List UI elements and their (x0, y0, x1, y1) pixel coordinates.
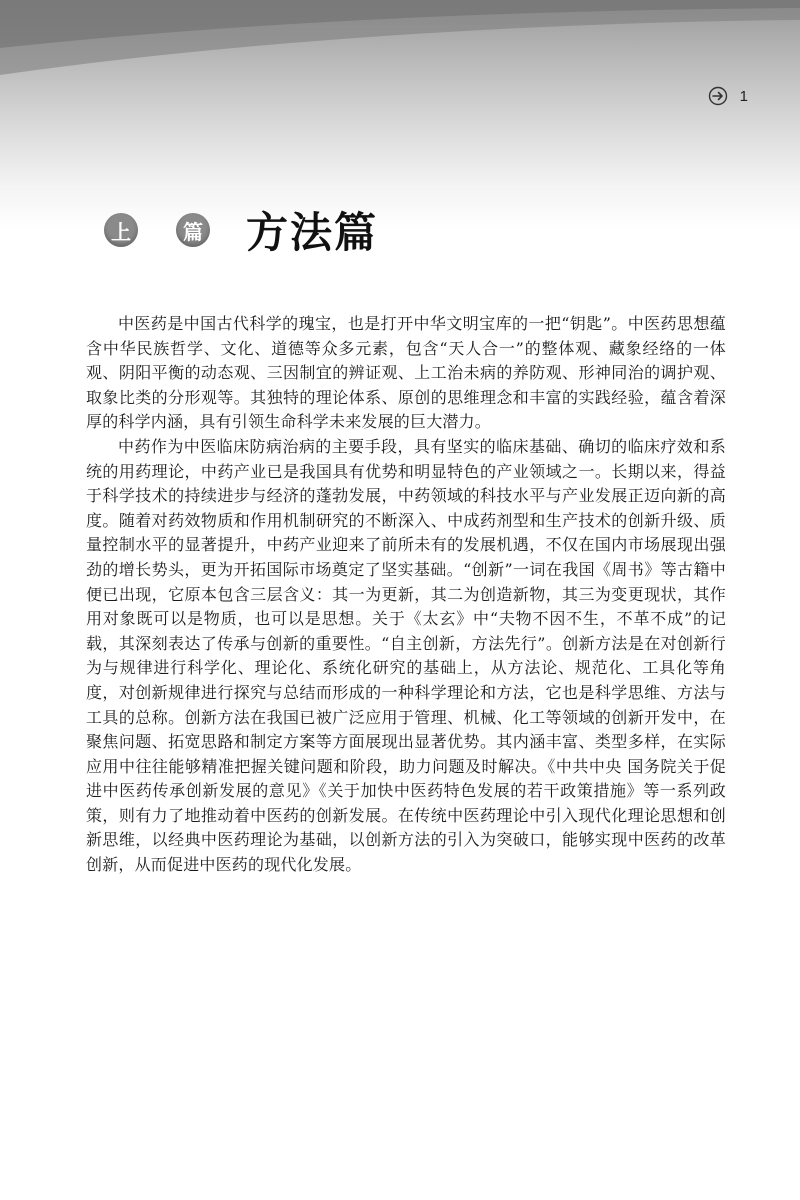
page-number: 1 (739, 87, 748, 105)
page-title: 方法篇 (246, 208, 379, 257)
section-title (104, 200, 378, 260)
title-badge-upper: 上 (104, 213, 138, 247)
page-indicator (708, 86, 748, 106)
paragraph: 中医药是中国古代科学的瑰宝，也是打开中华文明宝库的一把“钥匙”。中医药思想蕴含中华民族哲学、文化、道德等众多元素，包含“天人合一”的整体观、藏象经络的一体观、阴阳平衡的动态观、三因制宜的辨证观、上工治未病的养防观、形神同治的调护观、取象比类的分形观等。其独特的理论体系、原创的思维理念和丰富的实践经验，蕴含着深厚的科学内涵，具有引领生命科学未来发展的巨大潜力。 (86, 314, 726, 432)
header-swoosh-decoration (0, 0, 800, 110)
paragraph: 中药作为中医临床防病治病的主要手段，具有坚实的临床基础、确切的临床疗效和系统的用药理论，中药产业已是我国具有优势和明显特色的产业领域之一。长期以来，得益于科学技术的持续进步与经济的蓬勃发展，中药领域的科技水平与产业发展正迈向新的高度。随着对药效物质和作用机制研究的不断深入、中成药剂型和生产技术的创新升级、质量控制水平的显著提升，中药产业迎来了前所未有的发展机遇，不仅在国内市场展现出强劲的增长势头，更为开拓国际市场奠定了坚实基础。“创新”一词在我国《周书》等古籍中便已出现，它原本包含三层含义：其一为更新，其二为创造新物，其三为变更现状，其作用对象既可以是物质，也可以是思想。关于《太玄》中“夫物不因不生，不革不成”的记载，其深刻表达了传承与创新的重要性。“自主创新，方法先行”。创新方法是在对创新行为与规律进行科学化、理论化、系统化研究的基础上，从方法论、规范化、工具化等角度，对创新规律进行探究与总结而形成的一种科学理论和方法，它也是科学思维、方法与工具的总称。创新方法在我国已被广泛应用于管理、机械、化工等领域的创新开发中，在聚焦问题、拓宽思路和制定方案等方面展现出显著优势。其内涵丰富、类型多样，在实际应用中往往能够精准把握关键问题和阶段，助力问题及时解决。《中共中央 国务院关于促进中医药传承创新发展的意见》《关于加快中医药特色发展的若干政策措施》等一系列政策，则有力了地推动着中医药的创新发展。在传统中医药理论中引入现代化理论思想和创新思维，以经典中医药理论为基础，以创新方法的引入为突破口，能够实现中医药的改革创新，从而促进中医药的现代化发展。 (86, 436, 726, 875)
body-text (86, 312, 726, 878)
right-arrow-circle-icon (708, 86, 728, 106)
title-badge-part: 篇 (176, 213, 210, 247)
